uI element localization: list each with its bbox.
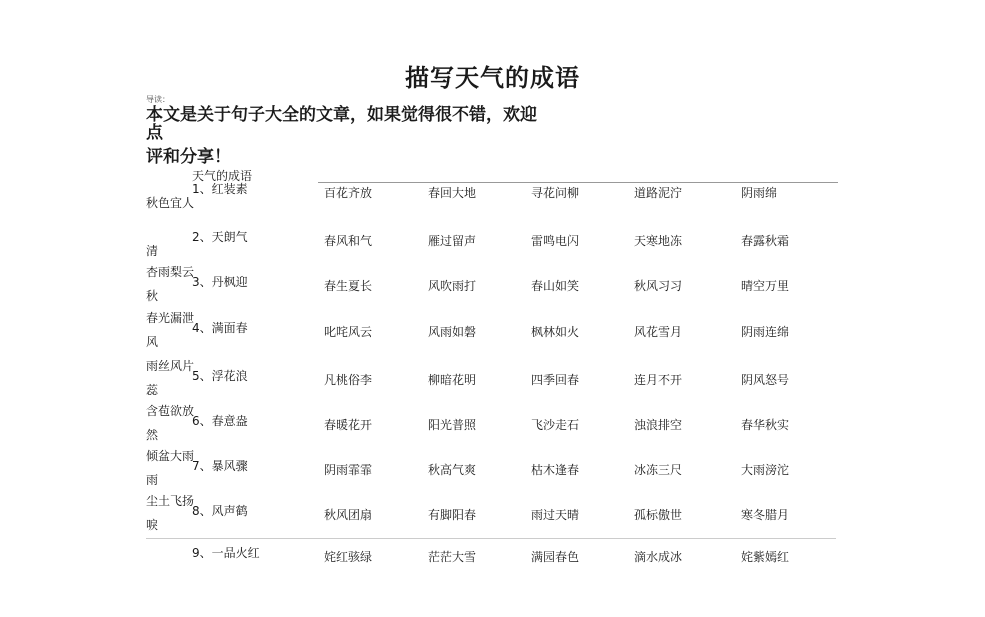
- row-prev-text: 倾盆大雨: [146, 449, 195, 463]
- idiom-cell: 满园春色: [531, 550, 580, 564]
- idiom-cell: 春风和气: [324, 234, 373, 248]
- intro-line-2: 点: [146, 123, 163, 143]
- idiom-cell: 晴空万里: [741, 279, 790, 293]
- row-number-idiom: 8、风声鹤: [192, 504, 248, 518]
- table-row: [0, 265, 985, 315]
- idiom-cell: 天寒地冻: [634, 234, 683, 248]
- row-number-idiom: 7、暴风骤: [192, 459, 248, 473]
- row-continuation-text: 蕊: [146, 383, 159, 397]
- table-row: [0, 404, 985, 454]
- page-cutoff-line: [146, 538, 836, 539]
- idiom-cell: 风花雪月: [634, 325, 683, 339]
- row-number-idiom: 3、丹枫迎: [192, 275, 248, 289]
- idiom-cell: 春回大地: [428, 186, 477, 200]
- idiom-cell: 阴雨连绵: [741, 325, 790, 339]
- row-prev-text: 春光漏泄: [146, 311, 195, 325]
- idiom-cell: 春生夏长: [324, 279, 373, 293]
- row-continuation-text: 秋: [146, 289, 159, 303]
- section-title: 天气的成语: [192, 169, 253, 183]
- idiom-cell: 飞沙走石: [531, 418, 580, 432]
- idiom-cell: 叱咤风云: [324, 325, 373, 339]
- idiom-cell: 秋高气爽: [428, 463, 477, 477]
- idiom-cell: 浊浪排空: [634, 418, 683, 432]
- intro-line-1: 本文是关于句子大全的文章，如果觉得很不错，欢迎: [146, 105, 537, 125]
- idiom-cell: 滴水成冰: [634, 550, 683, 564]
- table-row: [0, 172, 985, 222]
- idiom-cell: 枫林如火: [531, 325, 580, 339]
- lead-label: 导读：: [146, 95, 170, 104]
- idiom-cell: 雨过天晴: [531, 508, 580, 522]
- idiom-cell: 姹紫嫣红: [741, 550, 790, 564]
- idiom-cell: 春山如笑: [531, 279, 580, 293]
- row-continuation-text: 清: [146, 244, 159, 258]
- idiom-cell: 四季回春: [531, 373, 580, 387]
- idiom-cell: 连月不开: [634, 373, 683, 387]
- idiom-cell: 阴雨绵: [741, 186, 778, 200]
- row-continuation-text: 唳: [146, 518, 159, 532]
- row-continuation-text: 风: [146, 335, 159, 349]
- table-row: [0, 449, 985, 499]
- idiom-cell: 寻花问柳: [531, 186, 580, 200]
- row-prev-text: 雨丝风片: [146, 359, 195, 373]
- table-row: [0, 311, 985, 361]
- idiom-cell: 雷鸣电闪: [531, 234, 580, 248]
- idiom-cell: 凡桃俗李: [324, 373, 373, 387]
- row-number-idiom: 9、一品火红: [192, 546, 260, 560]
- idiom-cell: 春露秋霜: [741, 234, 790, 248]
- document-title: 描写天气的成语: [405, 64, 580, 92]
- idiom-cell: 冰冻三尺: [634, 463, 683, 477]
- row-continuation-text: 然: [146, 428, 159, 442]
- idiom-cell: 柳暗花明: [428, 373, 477, 387]
- row-prev-text: 尘土飞扬: [146, 494, 195, 508]
- idiom-cell: 姹红骇绿: [324, 550, 373, 564]
- row-prev-text: 杏雨梨云: [146, 265, 195, 279]
- idiom-cell: 秋风习习: [634, 279, 683, 293]
- idiom-cell: 阳光普照: [428, 418, 477, 432]
- idiom-cell: 百花齐放: [324, 186, 373, 200]
- row-number-idiom: 5、浮花浪: [192, 369, 248, 383]
- idiom-cell: 有脚阳春: [428, 508, 477, 522]
- idiom-cell: 秋风团扇: [324, 508, 373, 522]
- idiom-cell: 道路泥泞: [634, 186, 683, 200]
- idiom-cell: 阴雨霏霏: [324, 463, 373, 477]
- intro-line-3: 评和分享！: [146, 147, 231, 167]
- row-continuation-text: 秋色宜人: [146, 196, 195, 210]
- table-row: [0, 359, 985, 409]
- idiom-cell: 寒冬腊月: [741, 508, 790, 522]
- row-number-idiom: 6、春意盎: [192, 414, 248, 428]
- idiom-cell: 雁过留声: [428, 234, 477, 248]
- idiom-cell: 大雨滂沱: [741, 463, 790, 477]
- row-number-idiom: 1、红装素: [192, 182, 248, 196]
- idiom-cell: 风吹雨打: [428, 279, 477, 293]
- row-number-idiom: 4、满面春: [192, 321, 248, 335]
- idiom-cell: 风雨如磐: [428, 325, 477, 339]
- table-row: [0, 536, 985, 586]
- idiom-cell: 枯木逢春: [531, 463, 580, 477]
- idiom-cell: 春华秋实: [741, 418, 790, 432]
- row-number-idiom: 2、天朗气: [192, 230, 248, 244]
- idiom-cell: 春暖花开: [324, 418, 373, 432]
- row-continuation-text: 雨: [146, 473, 159, 487]
- table-row: [0, 220, 985, 270]
- idiom-cell: 阴风怒号: [741, 373, 790, 387]
- row-prev-text: 含苞欲放: [146, 404, 195, 418]
- idiom-cell: 孤标傲世: [634, 508, 683, 522]
- idiom-cell: 茫茫大雪: [428, 550, 477, 564]
